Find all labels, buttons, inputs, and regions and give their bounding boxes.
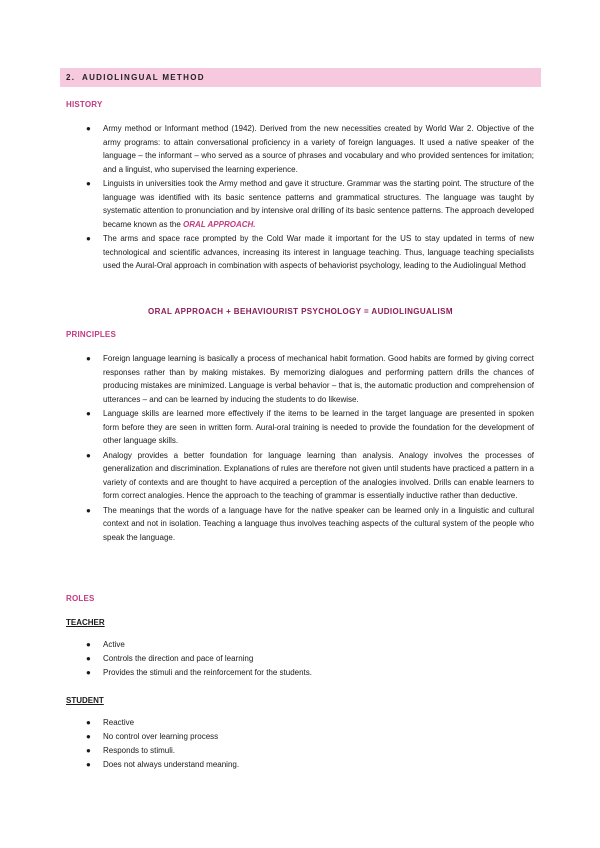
bullet-icon: ● — [86, 124, 91, 133]
bullet-icon: ● — [86, 760, 91, 769]
teacher-heading: TEACHER — [66, 618, 105, 627]
bullet-icon: ● — [86, 234, 91, 243]
oral-approach-emphasis: ORAL APPROACH. — [183, 219, 256, 229]
list-item: ● Foreign language learning is basically a process of mechanical habit formation. Good habits are formed by giving correct responses rather than by making mistakes. By memorizing dialogues and performing pattern drills the chances of producing mistakes are minimized. Language is verbal behavior – that is, the automatic production and comprehension of utterances – and can be learned by inducing the students to do likewise. — [86, 354, 534, 404]
section-title: 2. AUDIOLINGUAL METHOD — [66, 73, 205, 82]
bullet-icon: ● — [86, 505, 91, 515]
principles-heading: PRINCIPLES — [66, 330, 117, 339]
student-list — [66, 716, 534, 772]
history-list — [66, 122, 534, 274]
bullet-icon: ● — [86, 450, 91, 460]
list-item: ● Controls the direction and pace of learning — [66, 652, 534, 666]
bullet-icon: ● — [86, 746, 91, 755]
list-item: ● The meanings that the words of a language have for the native speaker can be learned only in a linguistic and cultural context and not in isolation. Teaching a language thus involves teaching aspects of the cultural system of the people who speak the language. — [86, 505, 534, 542]
list-item: ● Language skills are learned more effectively if the items to be learned in the target language are presented in spoken form before they are seen in written form. Aural-oral training is needed to provide the foundation for the development of other language skills. — [86, 409, 534, 445]
bullet-icon: ● — [86, 640, 91, 649]
bullet-icon: ● — [86, 668, 91, 677]
roles-heading: ROLES — [66, 594, 95, 603]
student-heading: STUDENT — [66, 696, 104, 705]
list-item: ● The arms and space race prompted by the Cold War made it important for the US to stay updated in terms of new technological and scientific advances, increasing its interest in language teaching. Thus, language teaching specialists used the Aural-Oral approach in combination with aspects of behaviorist psychology, leading to the Audiolingual Method — [86, 234, 534, 270]
list-item: ● Reactive — [66, 716, 534, 730]
list-item: ● No control over learning process — [66, 730, 534, 744]
bullet-icon: ● — [86, 718, 91, 727]
formula-line: ORAL APPROACH + BEHAVIOURIST PSYCHOLOGY = AUDIOLINGUALISM — [148, 307, 453, 316]
history-heading: HISTORY — [66, 100, 103, 109]
list-item: ● Does not always understand meaning. — [66, 758, 534, 772]
list-item: ● Active — [66, 638, 534, 652]
list-item: ● Provides the stimuli and the reinforcement for the students. — [66, 666, 534, 680]
list-item: ● Army method or Informant method (1942). Derived from the new necessities created by World War 2. Objective of the army programs: to attain conversational proficiency in a variety of foreign languages. It used a native speaker of the language – the informant – who served as a source of phrases and vocabulary and who provided sentences for imitation; and a linguist, who supervised the learning experience. — [86, 124, 534, 174]
bullet-icon: ● — [86, 654, 91, 663]
section-header-bar — [60, 68, 541, 87]
list-item: ● Linguists in universities took the Army method and gave it structure. Grammar was the starting point. The structure of the language was identified with its basic sentence patterns and grammatical structures. The language was taught by systematic attention to pronunciation and by intensive oral drilling of its basic sentence patterns. The approach developed became known as the ORAL APPROACH. — [86, 179, 534, 229]
bullet-icon: ● — [86, 409, 91, 418]
list-item: ● Analogy provides a better foundation for language learning than analysis. Analogy involves the processes of generalization and discrimination. Explanations of rules are therefore not given until students have practiced a pattern in a variety of contexts and are thought to have acquired a perception of the analogies involved. Drills can enable learners to form correct analogies. Hence the approach to the teaching of grammar is essentially inductive rather than deductive. — [86, 450, 534, 500]
list-item: ● Responds to stimuli. — [66, 744, 534, 758]
teacher-list — [66, 638, 534, 680]
principles-list — [66, 352, 534, 545]
bullet-icon: ● — [86, 179, 91, 188]
bullet-icon: ● — [86, 354, 91, 363]
bullet-icon: ● — [86, 732, 91, 741]
